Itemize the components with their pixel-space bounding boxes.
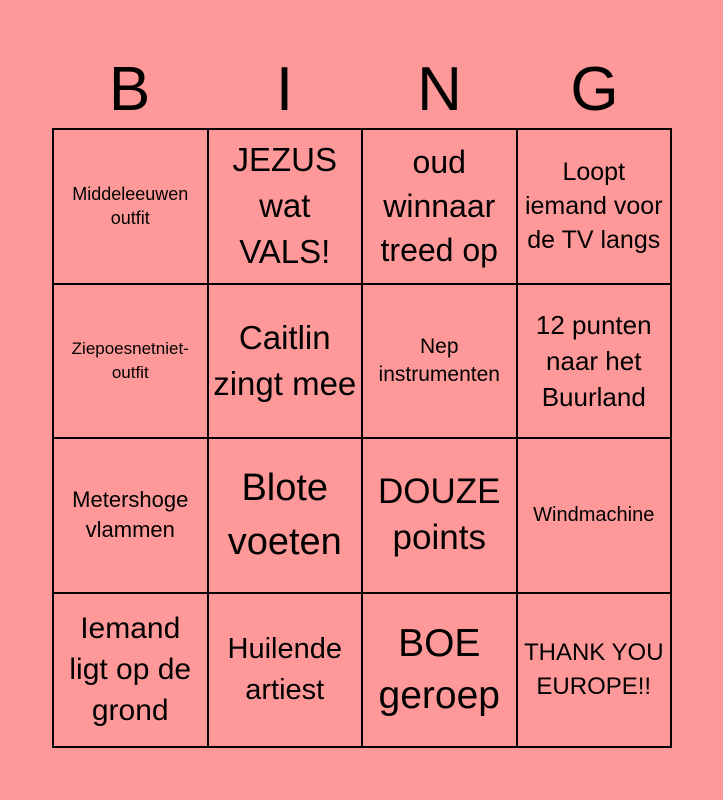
header-letter-n: N (417, 55, 462, 124)
header-letter-g: G (570, 55, 619, 124)
cell-text: DOUZE points (378, 472, 501, 558)
cell-text: Loopt iemand voor de TV langs (524, 158, 663, 255)
cell-text: oud winnaar treed op (380, 144, 498, 269)
bingo-cell[interactable] (518, 285, 673, 440)
bingo-cell[interactable] (209, 594, 364, 749)
bingo-cell[interactable] (209, 285, 364, 440)
header-letter-i: I (275, 55, 294, 124)
bingo-cell[interactable] (363, 285, 518, 440)
cell-text: Huilende artiest (227, 632, 342, 706)
bingo-cell[interactable] (54, 285, 209, 440)
bingo-cell[interactable] (54, 130, 209, 285)
bingo-cell[interactable] (518, 594, 673, 749)
cell-text: Caitlin zingt mee (213, 318, 357, 402)
cell-text: Iemand ligt op de grond (69, 612, 192, 728)
cell-text: Windmachine (533, 504, 655, 527)
bingo-cell[interactable] (54, 439, 209, 594)
cell-text: BOE geroep (378, 621, 500, 717)
cell-text: 12 punten naar het Buurland (535, 309, 652, 412)
bingo-cell[interactable] (518, 439, 673, 594)
bingo-cell[interactable] (363, 130, 518, 285)
bingo-board (52, 128, 672, 748)
cell-text: Blote voeten (227, 467, 342, 564)
bingo-cell[interactable] (209, 130, 364, 285)
bingo-cell[interactable] (518, 130, 673, 285)
cell-text: Metershoge vlammen (72, 487, 189, 543)
cell-text: JEZUS wat VALS! (232, 141, 337, 271)
cell-text: Ziepoesnetniet-outfit (71, 338, 189, 382)
bingo-cell[interactable] (54, 594, 209, 749)
cell-text: THANK YOU EUROPE!! (523, 638, 664, 700)
bingo-cell[interactable] (363, 594, 518, 749)
bingo-cell[interactable] (363, 439, 518, 594)
bingo-header (52, 52, 672, 128)
bingo-cell[interactable] (209, 439, 364, 594)
cell-text: Nep instrumenten (378, 334, 500, 386)
header-letter-b: B (108, 55, 151, 124)
cell-text: Middeleeuwen outfit (72, 184, 189, 229)
